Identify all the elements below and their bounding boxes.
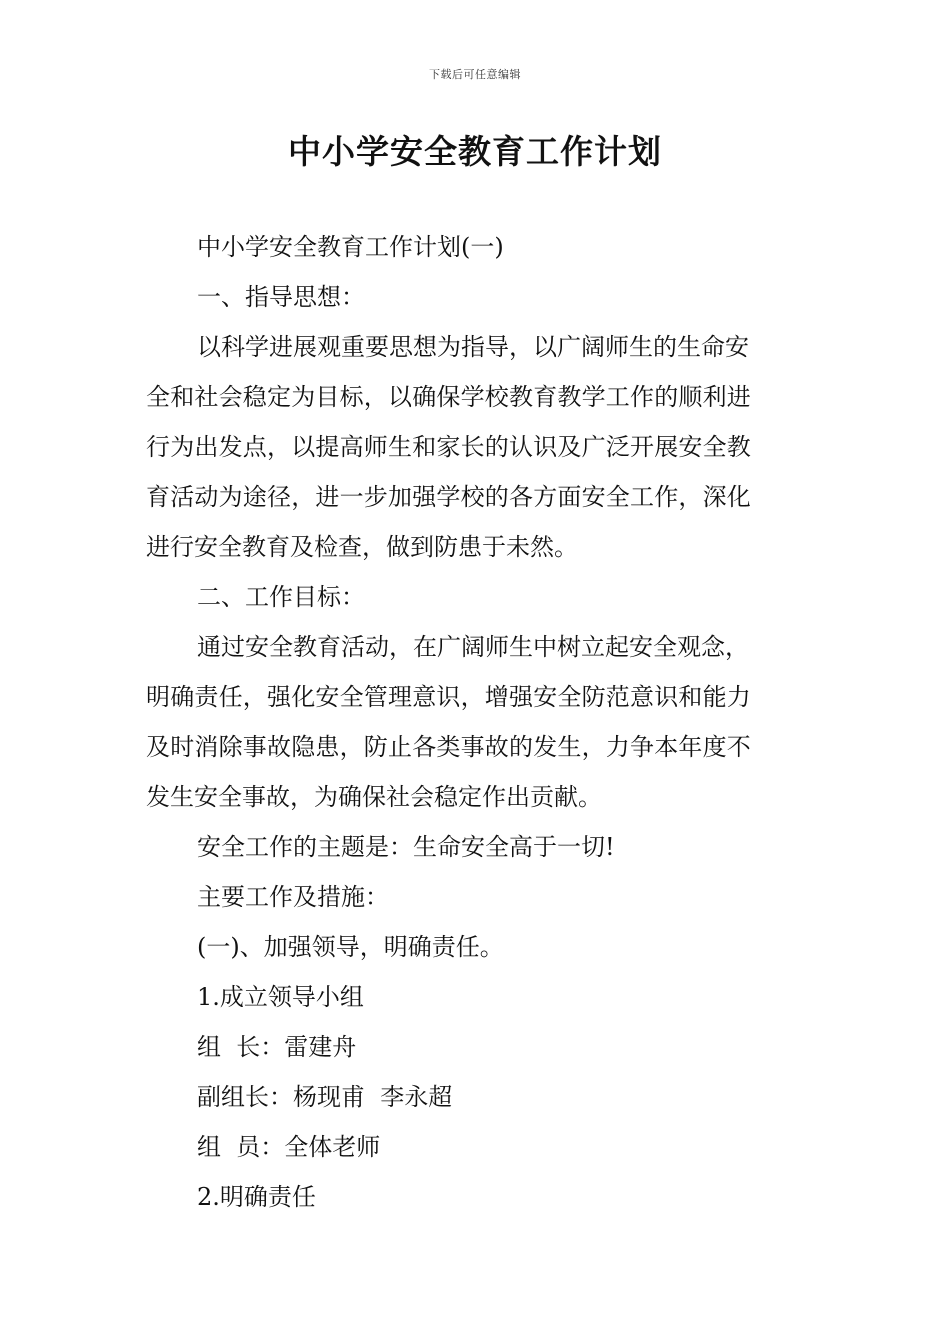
list-item: 2.明确责任 [197,1183,316,1211]
list-item: 组 长：雷建舟 [197,1033,357,1061]
document-body [146,222,806,1222]
paragraph-line: 以科学进展观重要思想为指导，以广阔师生的生命安 [197,333,749,361]
section-heading: 中小学安全教育工作计划(一) [197,233,504,261]
paragraph-line: 育活动为途径，进一步加强学校的各方面安全工作，深化 [146,483,751,511]
list-item: 组 员：全体老师 [197,1133,381,1161]
header-note: 下载后可任意编辑 [429,68,521,81]
section-heading: 二、工作目标： [197,583,365,611]
document-title: 中小学安全教育工作计划 [288,132,662,171]
subsection-heading: (一)、加强领导，明确责任。 [197,933,504,961]
paragraph-line: 全和社会稳定为目标，以确保学校教育教学工作的顺利进 [146,383,751,411]
list-item: 1.成立领导小组 [197,983,364,1011]
paragraph-line: 明确责任，强化安全管理意识，增强安全防范意识和能力 [146,683,751,711]
list-item: 副组长：杨现甫 李永超 [197,1083,453,1111]
paragraph-line: 通过安全教育活动，在广阔师生中树立起安全观念， [197,633,749,661]
section-heading: 主要工作及措施： [197,883,389,911]
paragraph-line: 发生安全事故，为确保社会稳定作出贡献。 [146,783,602,811]
paragraph-line: 进行安全教育及检查，做到防患于未然。 [146,533,578,561]
paragraph-line: 及时消除事故隐患，防止各类事故的发生，力争本年度不 [146,733,751,761]
paragraph-line: 行为出发点，以提高师生和家长的认识及广泛开展安全教 [146,433,751,461]
section-heading: 一、指导思想： [197,283,365,311]
paragraph-line: 安全工作的主题是：生命安全高于一切! [197,833,615,861]
